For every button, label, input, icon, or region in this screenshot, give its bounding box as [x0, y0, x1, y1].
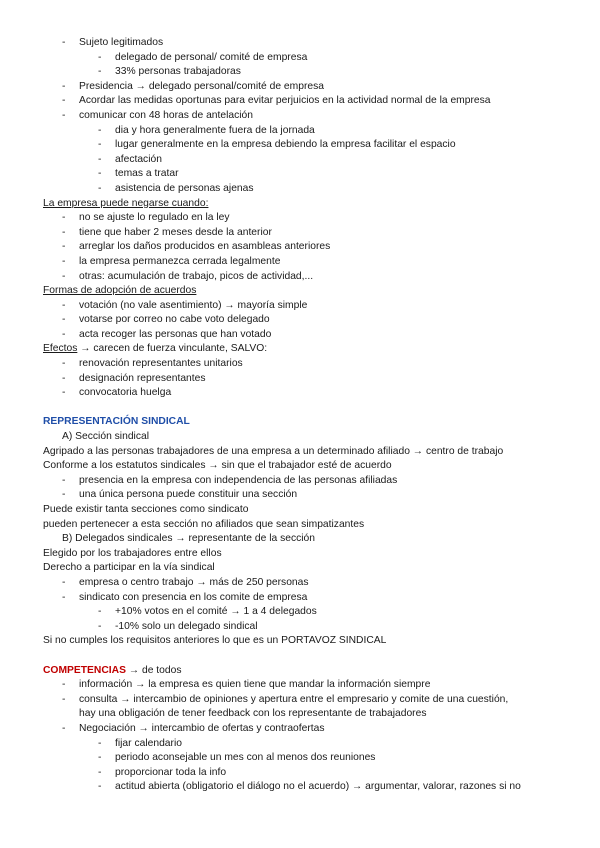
bullet: -: [98, 153, 102, 165]
list-item: [0, 357, 600, 372]
bullet: -: [62, 489, 66, 501]
list-item: [0, 255, 600, 270]
bullet: -: [98, 66, 102, 78]
item-text: afectación: [115, 153, 162, 165]
bullet: -: [98, 139, 102, 151]
sub-list-item: [0, 766, 600, 781]
subsection-label: [0, 532, 600, 547]
sub-list-item: [0, 124, 600, 139]
sub-list-item: [0, 153, 600, 168]
subheading: [0, 197, 600, 212]
paragraph-text: Puede existir tanta secciones como sindicato: [43, 504, 249, 515]
list-item: [0, 678, 600, 693]
list-item: [0, 313, 600, 328]
item-text: dia y hora generalmente fuera de la jornada: [115, 124, 315, 136]
paragraph-text: pueden pertenecer a esta sección no afiliados que sean simpatizantes: [43, 518, 365, 530]
document-page: [0, 36, 600, 795]
bullet: -: [98, 124, 102, 136]
bullet: -: [62, 314, 66, 326]
item-text: votarse por correo no cabe voto delegado: [79, 314, 270, 326]
list-item: [0, 36, 600, 51]
sub-list-item: [0, 182, 600, 197]
item-text: periodo aconsejable un mes con al menos dos reuniones: [115, 752, 376, 764]
bullet: -: [98, 620, 102, 632]
sub-list-item: [0, 167, 600, 182]
bullet: -: [62, 328, 66, 340]
paragraph-text: Derecho a participar en la vía sindical: [43, 562, 215, 574]
paragraph-line: [0, 634, 600, 649]
paragraph-line: [0, 547, 600, 562]
bullet: -: [62, 226, 66, 238]
bullet: -: [98, 766, 102, 778]
sub-list-item: [0, 138, 600, 153]
item-text: una única persona puede constituir una sección: [79, 489, 298, 501]
list-item: [0, 693, 600, 708]
bullet: -: [62, 299, 66, 311]
list-item: [0, 488, 600, 503]
bullet: -: [62, 109, 66, 121]
representacion-heading: REPRESENTACIÓN SINDICAL: [43, 416, 190, 428]
list-item-continuation: [0, 707, 600, 722]
item-text: arreglar los daños producidos en asambleas anteriores: [79, 241, 331, 253]
paragraph-text: Conforme a los estatutos sindicales → sin que el trabajador esté de acuerdo: [43, 460, 392, 472]
list-item: [0, 270, 600, 285]
item-text: -10% solo un delegado sindical: [115, 620, 258, 632]
list-item: [0, 211, 600, 226]
paragraph-text: Agripado a las personas trabajadores de una empresa a un determinado afiliado → centro de trabajo: [43, 445, 504, 457]
sub-list-item: [0, 605, 600, 620]
item-text: información → la empresa es quien tiene que mandar la información siempre: [79, 679, 431, 691]
item-text: Acordar las medidas oportunas para evitar perjuicios en la actividad normal de la empresa: [79, 95, 491, 107]
item-text: votación (no vale asentimiento) → mayoría simple: [79, 299, 308, 311]
item-text: la empresa permanezca cerrada legalmente: [79, 255, 281, 267]
list-item: [0, 591, 600, 606]
item-text: Presidencia → delegado personal/comité de empresa: [79, 80, 324, 92]
bullet: -: [62, 241, 66, 253]
bullet: -: [62, 591, 66, 603]
bullet: -: [98, 51, 102, 63]
paragraph-text: Elegido por los trabajadores entre ellos: [43, 547, 222, 559]
item-text: comunicar con 48 horas de antelación: [79, 109, 254, 121]
item-text: fijar calendario: [115, 737, 182, 749]
bullet: -: [62, 270, 66, 282]
bullet: -: [98, 168, 102, 180]
item-text: convocatoria huelga: [79, 387, 172, 399]
bullet: -: [62, 212, 66, 224]
sub-list-item: [0, 751, 600, 766]
seccion-sindical-label: A) Sección sindical: [62, 431, 149, 443]
item-text: asistencia de personas ajenas: [115, 182, 254, 194]
bullet: -: [98, 606, 102, 618]
bullet: -: [98, 781, 102, 793]
list-item: [0, 474, 600, 489]
item-text: hay una obligación de tener feedback con los representante de trabajadores: [79, 708, 427, 720]
item-text: delegado de personal/ comité de empresa: [115, 51, 308, 63]
bullet: -: [62, 474, 66, 486]
item-text: Negociación → intercambio de ofertas y contraofertas: [79, 722, 325, 734]
list-item: [0, 94, 600, 109]
item-text: temas a tratar: [115, 168, 179, 180]
paragraph-line: [0, 459, 600, 474]
bullet: -: [62, 679, 66, 691]
bullet: -: [98, 737, 102, 749]
item-text: acta recoger las personas que han votado: [79, 328, 272, 340]
list-item: [0, 109, 600, 124]
item-text: renovación representantes unitarios: [79, 358, 243, 370]
list-item: [0, 80, 600, 95]
item-text: otras: acumulación de trabajo, picos de actividad,...: [79, 270, 314, 282]
bullet: -: [62, 37, 66, 48]
paragraph-line: [0, 518, 600, 533]
item-text: presencia en la empresa con independencia de las personas afiliadas: [79, 474, 398, 486]
item-text: designación representantes: [79, 372, 206, 384]
efectos-line: [0, 342, 600, 357]
item-text: empresa o centro trabajo → más de 250 personas: [79, 576, 309, 588]
subheading: [0, 284, 600, 299]
formas-title: Formas de adopción de acuerdos: [43, 285, 197, 297]
paragraph-text: Si no cumples los requisitos anteriores lo que es un PORTAVOZ SINDICAL: [43, 635, 387, 647]
efectos-rest: → carecen de fuerza vinculante, SALVO:: [77, 343, 268, 355]
item-text: tiene que haber 2 meses desde la anterior: [79, 226, 272, 238]
item-text: sindicato con presencia en los comite de empresa: [79, 591, 308, 603]
paragraph-line: [0, 445, 600, 460]
list-item: [0, 226, 600, 241]
list-item: [0, 722, 600, 737]
subsection-label: [0, 430, 600, 445]
sub-list-item: [0, 620, 600, 635]
bullet: -: [62, 95, 66, 107]
bullet: -: [62, 372, 66, 384]
list-item: [0, 240, 600, 255]
bullet: -: [62, 693, 66, 705]
item-text: proporcionar toda la info: [115, 766, 227, 778]
item-text: consulta → intercambio de opiniones y apertura entre el empresario y comite de una cuestión,: [79, 693, 509, 705]
list-item: [0, 576, 600, 591]
paragraph-line: [0, 503, 600, 518]
bullet: -: [62, 80, 66, 92]
bullet: -: [62, 387, 66, 399]
sub-list-item: [0, 65, 600, 80]
sub-list-item: [0, 51, 600, 66]
section-heading: [0, 415, 600, 430]
item-text: lugar generalmente en la empresa debiendo la empresa facilitar el espacio: [115, 139, 456, 151]
item-text: 33% personas trabajadoras: [115, 66, 241, 78]
sub-list-item: [0, 780, 600, 795]
competencias-rest: → de todos: [125, 664, 182, 676]
bullet: -: [62, 358, 66, 370]
sub-list-item: [0, 737, 600, 752]
delegados-sindicales-label: B) Delegados sindicales → representante de la sección: [62, 533, 315, 545]
section-heading: [0, 664, 600, 679]
list-item: [0, 328, 600, 343]
bullet: -: [98, 182, 102, 194]
item-text: Sujeto legitimados: [79, 37, 164, 48]
item-text: no se ajuste lo regulado en la ley: [79, 212, 230, 224]
paragraph-line: [0, 561, 600, 576]
competencias-heading: COMPETENCIAS: [43, 664, 126, 676]
list-item: [0, 372, 600, 387]
bullet: -: [98, 752, 102, 764]
list-item: [0, 299, 600, 314]
efectos-label: Efectos: [43, 343, 78, 355]
bullet: -: [62, 722, 66, 734]
bullet: -: [62, 255, 66, 267]
item-text: actitud abierta (obligatorio el diálogo no el acuerdo) → argumentar, valorar, razones si no: [115, 781, 521, 793]
negarse-title: La empresa puede negarse cuando:: [43, 197, 209, 209]
bullet: -: [62, 576, 66, 588]
item-text: +10% votos en el comité → 1 a 4 delegados: [115, 606, 317, 618]
list-item: [0, 386, 600, 401]
